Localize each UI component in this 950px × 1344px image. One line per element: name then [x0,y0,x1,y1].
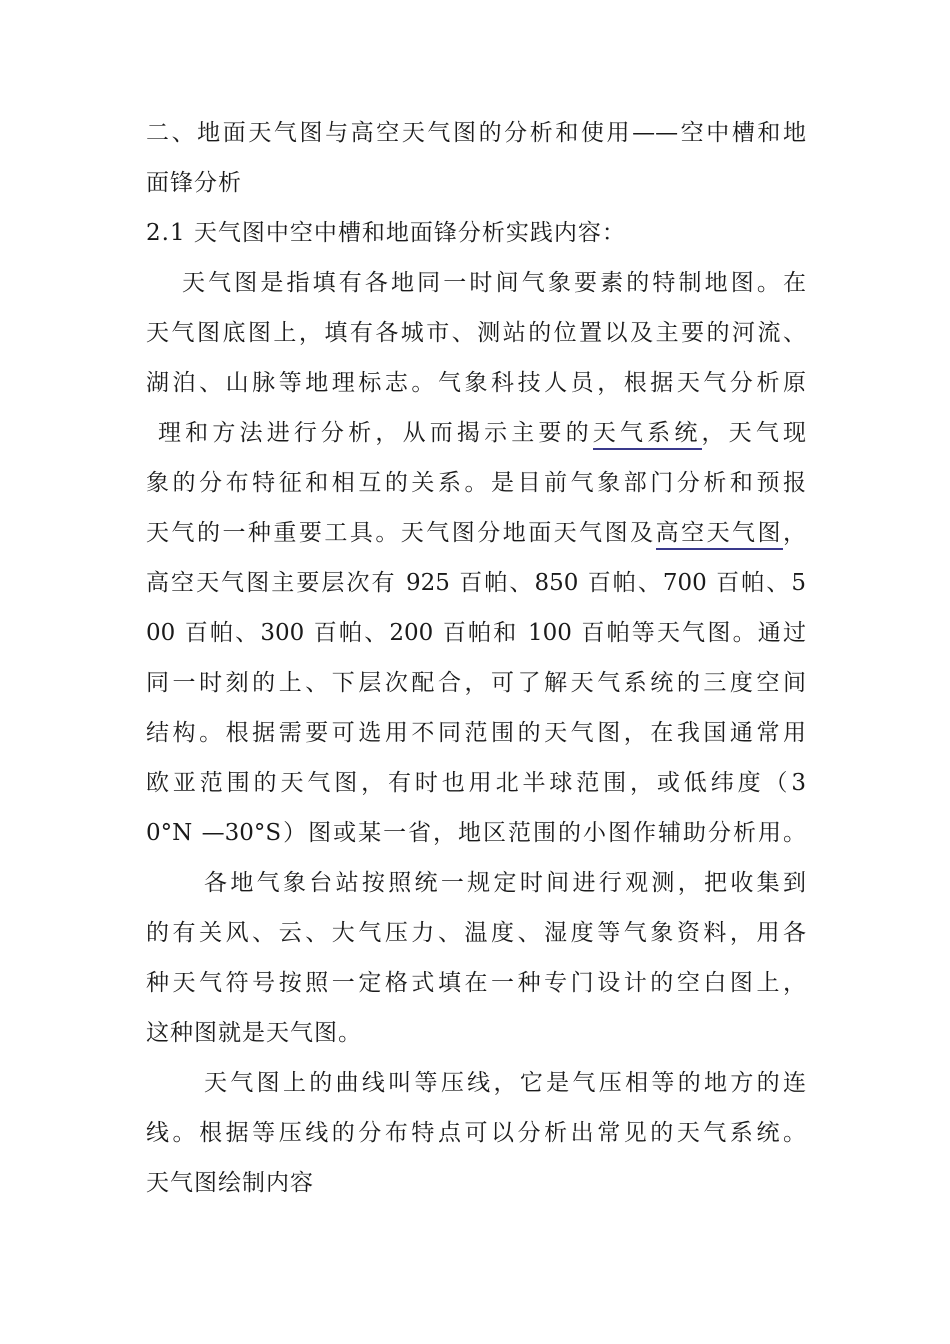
paragraph-1-line-4-text: 理和方法进行分析，从而揭示主要的 [158,420,593,446]
paragraph-1-line-2: 天气图底图上，填有各城市、测站的位置以及主要的河流、 [146,320,806,346]
heading-line-1: 二、地面天气图与高空天气图的分析和使用——空中槽和地 [146,120,806,146]
paragraph-3-line-1: 天气图上的曲线叫等压线，它是气压相等的地方的连 [204,1070,806,1096]
paragraph-1-line-1: 天气图是指填有各地同一时间气象要素的特制地图。在 [182,270,806,296]
paragraph-1-line-7: 高空天气图主要层次有 925 百帕、850 百帕、700 百帕、5 [146,570,806,596]
paragraph-2-line-1: 各地气象台站按照统一规定时间进行观测，把收集到 [204,870,806,896]
paragraph-2-line-2: 的有关风、云、大气压力、温度、湿度等气象资料，用各 [146,920,806,946]
paragraph-1-line-8: 00 百帕、300 百帕、200 百帕和 100 百帕等天气图。通过 [146,620,806,646]
paragraph-1-line-4-tail: ，天气现 [701,420,807,446]
paragraph-2-line-4: 这种图就是天气图。 [146,1020,362,1046]
section-title: 2.1 天气图中空中槽和地面锋分析实践内容： [146,220,626,246]
paragraph-1-line-11: 欧亚范围的天气图，有时也用北半球范围，或低纬度（3 [146,770,806,796]
paragraph-1-line-6 [146,518,806,548]
paragraph-3-line-2: 线。根据等压线的分布特点可以分析出常见的天气系统。 [146,1120,806,1146]
paragraph-1-line-4 [158,418,806,448]
paragraph-3-line-3: 天气图绘制内容 [146,1170,314,1196]
paragraph-1-line-10: 结构。根据需要可选用不同范围的天气图，在我国通常用 [146,720,806,746]
paragraph-1-line-3: 湖泊、山脉等地理标志。气象科技人员，根据天气分析原 [146,370,806,396]
paragraph-1-line-5: 象的分布特征和相互的关系。是目前气象部门分析和预报 [146,470,806,496]
paragraph-1-line-9: 同一时刻的上、下层次配合，可了解天气系统的三度空间 [146,670,806,696]
paragraph-1-line-6-text: 天气的一种重要工具。天气图分地面天气图及 [146,520,656,546]
paragraph-1-line-12: 0°N —30°S）图或某一省，地区范围的小图作辅助分析用。 [146,820,806,846]
link-weather-system[interactable]: 天气系统 [593,420,702,450]
link-upper-air-chart[interactable]: 高空天气图 [656,520,783,550]
heading-line-2: 面锋分析 [146,170,242,196]
paragraph-1-line-6-tail: ， [783,520,807,546]
paragraph-2-line-3: 种天气符号按照一定格式填在一种专门设计的空白图上， [146,970,806,996]
